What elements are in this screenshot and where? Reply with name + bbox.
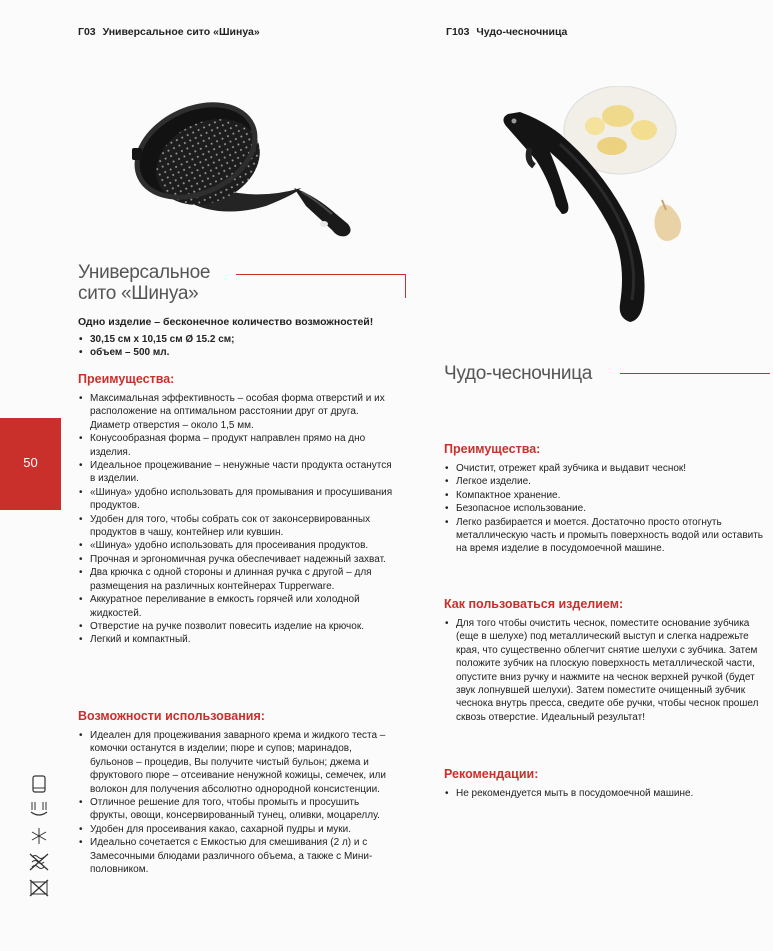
big-title-line1: Универсальное [78, 262, 211, 283]
list-item: • Для того чтобы очистить чеснок, поместите основание зубчика (еще в шелухе) под металлический выступ и слегка надрежьте края, что существенно облегчит снятие шелухи с зубчика. Затем положите зубчик на плоскую поверхность металлической части, опустите вниз ручку и нажмите на чеснок верхней ручкой (будет звук лопнувшей шелухи). Затем поместите очищенный зубчик чеснока внутрь пресса, сведите обе ручки, чтобы чеснок прошел сквозь отверстие. Идеальный результат! [444, 617, 770, 724]
product-code: Г103 [446, 26, 470, 38]
title-divider [236, 274, 406, 275]
advantages-list-right [444, 462, 770, 556]
product-header-left [78, 26, 260, 38]
product-code: Г03 [78, 26, 96, 38]
tagline: Одно изделие – бесконечное количество возможностей! [78, 316, 374, 328]
usage-list [78, 729, 396, 876]
no-oven-icon [28, 879, 50, 897]
big-title-line2: сито «Шинуа» [78, 283, 199, 304]
product-header-right [446, 26, 567, 38]
list-item: • Не рекомендуется мыть в посудомоечной машине. [444, 787, 770, 800]
dishwasher-safe-icon [28, 801, 50, 819]
no-microwave-icon [28, 853, 50, 871]
care-icons [28, 775, 52, 905]
list-item: • «Шинуа» удобно использовать для просеивания продуктов. [78, 539, 396, 552]
freezer-icon [28, 827, 50, 845]
list-item: • «Шинуа» удобно использовать для промывания и просушивания продуктов. [78, 486, 396, 513]
usage-heading: Возможности использования: [78, 709, 265, 723]
title-divider-right [620, 373, 770, 374]
container-icon [28, 775, 50, 793]
list-item: • Идеально сочетается с Емкостью для смешивания (2 л) и с Замесочными блюдами различного объема, а также с Мини-половником. [78, 836, 396, 876]
list-item: • Идеален для процеживания заварного крема и жидкого теста – комочки останутся в изделии; пюре и супов; маринадов, бульонов – процедив, Вы получите чистый бульон; джема и фруктового пюре – отсеивание ненужной кожицы, семечек, или волокон для получения абсолютно однородной консистенции. [78, 729, 396, 796]
howto-heading: Как пользоваться изделием: [444, 597, 624, 611]
list-item: • Идеальное процеживание – ненужные части продукта останутся в изделии. [78, 459, 396, 486]
advantages-list [78, 392, 396, 647]
list-item: • Легкий и компактный. [78, 633, 396, 646]
list-item: • Легко разбирается и моется. Достаточно просто отогнуть металлическую часть и промыть поверхность водой или оставить на время изделие в посудомоечной машине. [444, 516, 770, 556]
list-item: • Конусообразная форма – продукт направлен прямо на дно изделия. [78, 432, 396, 459]
page-number: 50 [23, 455, 38, 470]
list-item: • Безопасное использование. [444, 502, 770, 515]
list-item: • Отличное решение для того, чтобы промыть и просушить фрукты, овощи, консервированный тунец, оливки, моцареллу. [78, 796, 396, 823]
product-name: Чудо-чесночница [476, 26, 568, 38]
spec-item: • объем – 500 мл. [78, 346, 398, 359]
list-item: • Максимальная эффективность – особая форма отверстий и их расположение на оптимальном расстоянии друг от друга. Диаметр отверстия – около 1,5 мм. [78, 392, 396, 432]
recommend-heading: Рекомендации: [444, 767, 539, 781]
list-item: • Очистит, отрежет край зубчика и выдавит чеснок! [444, 462, 770, 475]
specs-list [78, 333, 398, 360]
strainer-image [126, 96, 356, 241]
list-item: • Прочная и эргономичная ручка обеспечивает надежный захват. [78, 553, 396, 566]
garlic-press-image [490, 86, 700, 326]
list-item: • Аккуратное переливание в емкость горячей или холодной жидкостей. [78, 593, 396, 620]
list-item: • Легкое изделие. [444, 475, 770, 488]
list-item: • Удобен для просеивания какао, сахарной пудры и муки. [78, 823, 396, 836]
advantages-heading: Преимущества: [78, 372, 175, 386]
list-item: • Компактное хранение. [444, 489, 770, 502]
recommend-list [444, 787, 770, 800]
advantages-heading-right: Преимущества: [444, 442, 541, 456]
product-big-title-right: Чудо-чесночница [444, 363, 593, 384]
title-divider-tick [405, 274, 406, 298]
spec-item: • 30,15 см х 10,15 см Ø 15.2 см; [78, 333, 398, 346]
howto-list [444, 617, 770, 724]
list-item: • Два крючка с одной стороны и длинная ручка с другой – для размещения на различных контейнерах Tupperware. [78, 566, 396, 593]
list-item: • Отверстие на ручке позволит повесить изделие на крючок. [78, 620, 396, 633]
product-name: Универсальное сито «Шинуа» [102, 26, 260, 38]
list-item: • Удобен для того, чтобы собрать сок от законсервированных продуктов в чашу, контейнер или кувшин. [78, 513, 396, 540]
product-big-title [78, 262, 210, 304]
